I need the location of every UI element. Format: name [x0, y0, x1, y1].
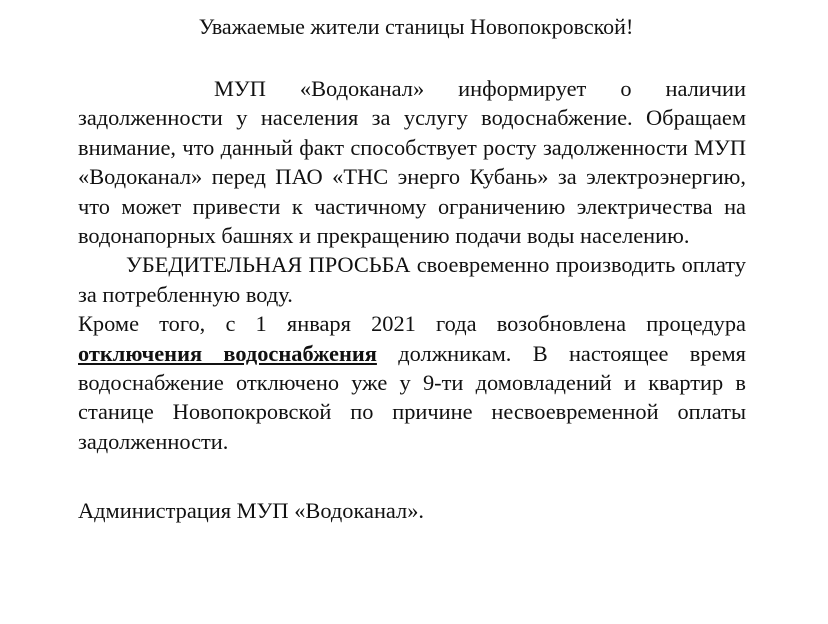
notice-document: [78, 12, 746, 526]
paragraph-disconnection-start: Кроме того, с 1 января 2021 года возобновлена процедура: [78, 311, 746, 337]
paragraph-debt-notice: МУП «Водоканал» информирует о наличии задолженности у населения за услугу водоснабжение. Обращаем внимание, что данный факт способствует росту задолженности МУП «Водоканал» перед ПАО «ТНС энерго Кубань» за электроэнергию, что может привести к частичному ограничению электричества на водонапорных башнях и прекращению подачи воды населению.: [78, 76, 746, 249]
paragraph-disconnection-end: должникам. В настоящее время водоснабжение отключено уже у 9-ти домовладений и квартир в станице Новопокровской по причине несвоевременной оплаты задолженности.: [78, 340, 746, 454]
signature: Администрация МУП «Водоканал».: [78, 498, 425, 524]
paragraph-disconnection: [78, 309, 746, 456]
disconnection-emphasis: отключения водоснабжения: [78, 340, 377, 366]
paragraph-payment-request: УБЕДИТЕЛЬНАЯ ПРОСЬБА своевременно производить оплату за потребленную воду.: [78, 252, 746, 307]
notice-heading: Уважаемые жители станицы Новопокровской!: [198, 14, 634, 39]
